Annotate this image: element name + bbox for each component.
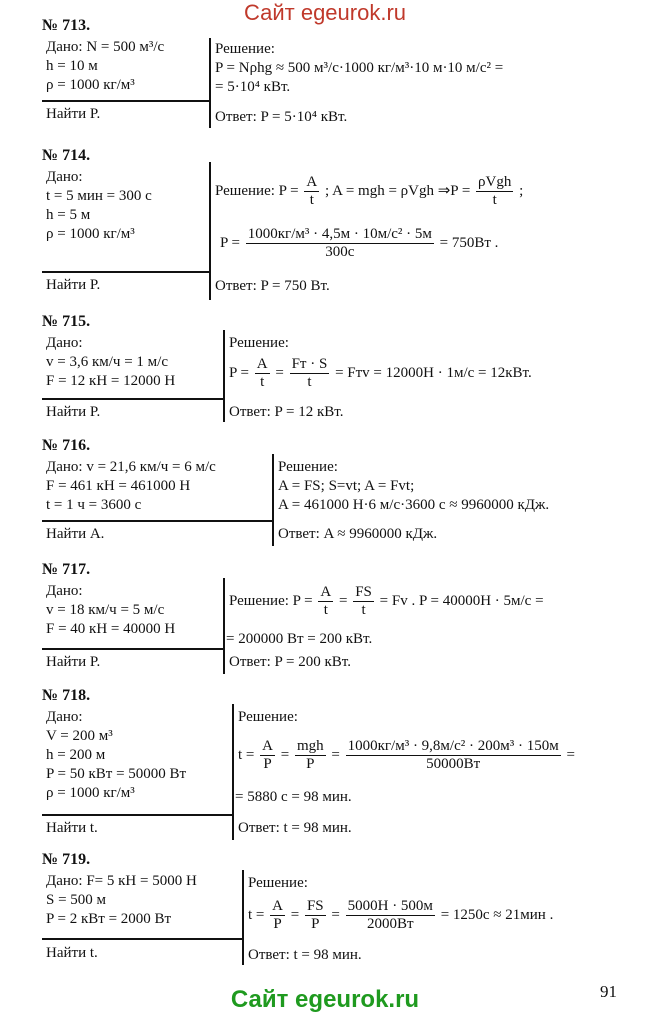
fraction-numerator: ρVgh — [478, 174, 512, 190]
fraction — [290, 356, 330, 391]
solution-formula — [220, 226, 498, 261]
answer: Ответ: P = 750 Вт. — [215, 278, 330, 294]
fraction-denominator: t — [323, 602, 328, 618]
problem-number: № 715. — [42, 313, 91, 330]
fraction-numerator: A — [262, 738, 273, 754]
given-block — [46, 38, 164, 95]
given-line: ρ = 1000 кг/м³ — [46, 226, 135, 242]
watermark-bottom: Сайт egeurok.ru — [230, 986, 420, 1013]
solution-block — [215, 40, 503, 97]
divider-horizontal — [42, 648, 224, 650]
solution-line: = 5880 с = 98 мин. — [235, 789, 352, 805]
formula-text: ; A = mgh = ρVgh ⇒P = — [324, 182, 471, 199]
fraction-denominator: P — [263, 756, 272, 772]
fraction-denominator: P — [306, 756, 315, 772]
problem-716 — [42, 436, 632, 551]
formula-text: = — [290, 906, 300, 923]
answer: Ответ: P = 5·10⁴ кВт. — [215, 109, 348, 125]
fraction-numerator: mgh — [296, 738, 324, 754]
answer: Ответ: P = 12 кВт. — [229, 404, 344, 420]
solution-formula — [229, 356, 532, 391]
given-line: Дано: v = 21,6 км/ч = 6 м/с — [46, 459, 216, 475]
fraction-denominator: t — [361, 602, 366, 618]
solution-formula — [238, 738, 575, 773]
divider-vertical — [223, 578, 225, 674]
fraction — [476, 174, 513, 209]
solution-label: Решение: — [215, 182, 275, 199]
fraction-denominator: P — [273, 916, 282, 932]
find-label: Найти P. — [46, 106, 101, 122]
formula-text: = 1250с ≈ 21мин . — [440, 906, 554, 923]
fraction-numerator: Fт · S — [291, 356, 328, 372]
formula-text: = — [338, 592, 348, 609]
answer: Ответ: t = 98 мин. — [238, 820, 352, 836]
problem-717 — [42, 560, 632, 680]
fraction — [318, 584, 333, 619]
solution-label: Решение: — [238, 709, 298, 725]
given-line: t = 5 мин = 300 с — [46, 188, 152, 204]
formula-text: = — [275, 364, 284, 381]
formula-text: P = — [278, 182, 299, 199]
given-line: v = 3,6 км/ч = 1 м/с — [46, 354, 168, 370]
formula-text: = Fv . P = 40000Н · 5м/с = — [379, 592, 544, 609]
given-line: h = 10 м — [46, 58, 98, 74]
fraction-numerator: A — [306, 174, 318, 190]
fraction-numerator: FS — [355, 584, 372, 600]
divider-vertical — [223, 330, 225, 422]
problem-number: № 716. — [42, 437, 91, 454]
given-line: ρ = 1000 кг/м³ — [46, 77, 135, 93]
formula-text: t = — [248, 906, 265, 923]
given-line: F = 461 кН = 461000 Н — [46, 478, 191, 494]
given-block — [46, 458, 216, 515]
find-label: Найти P. — [46, 277, 101, 293]
find-label: Найти t. — [46, 945, 98, 961]
fraction-denominator: t — [260, 374, 265, 390]
divider-horizontal — [42, 398, 224, 400]
given-line: t = 1 ч = 3600 с — [46, 497, 142, 513]
fraction — [305, 898, 326, 933]
problem-718 — [42, 686, 632, 846]
given-line: h = 5 м — [46, 207, 91, 223]
solution-formula — [215, 174, 523, 209]
problem-719 — [42, 850, 632, 975]
formula-text: = — [566, 746, 575, 763]
solution-line: P = Nρhg ≈ 500 м³/с·1000 кг/м³·10 м·10 м/с² = — [215, 60, 504, 76]
given-line: h = 200 м — [46, 747, 106, 763]
fraction-denominator: 50000Вт — [426, 756, 481, 772]
problem-number: № 713. — [42, 17, 91, 34]
fraction-denominator: t — [307, 374, 312, 390]
solution-line: Решение: — [215, 41, 275, 57]
divider-horizontal — [42, 271, 210, 273]
given-line: F = 40 кН = 40000 Н — [46, 621, 176, 637]
fraction — [346, 738, 561, 773]
problem-715 — [42, 312, 632, 427]
find-label: Найти P. — [46, 654, 101, 670]
formula-text: = — [331, 746, 340, 763]
given-block — [46, 168, 152, 244]
divider-vertical — [232, 704, 234, 840]
problem-number: № 717. — [42, 561, 91, 578]
divider-vertical — [209, 38, 211, 128]
answer: Ответ: A ≈ 9960000 кДж. — [278, 526, 438, 542]
given-block — [46, 708, 186, 803]
fraction-denominator: 2000Вт — [366, 916, 414, 932]
formula-text: = Fтv = 12000Н · 1м/с = 12кВт. — [335, 364, 532, 381]
divider-horizontal — [42, 938, 244, 940]
solution-block — [278, 458, 549, 515]
fraction-numerator: A — [256, 356, 268, 372]
problem-number: № 718. — [42, 687, 91, 704]
solution-formula — [248, 898, 553, 933]
fraction-denominator: t — [492, 192, 497, 208]
divider-vertical — [209, 162, 211, 300]
formula-text: P = — [220, 234, 240, 251]
given-line: v = 18 км/ч = 5 м/с — [46, 602, 165, 618]
given-block — [46, 334, 175, 391]
fraction — [304, 174, 319, 209]
given-line: Дано: N = 500 м³/с — [46, 39, 165, 55]
given-line: Дано: — [46, 583, 83, 599]
given-line: V = 200 м³ — [46, 728, 113, 744]
divider-vertical — [272, 454, 274, 546]
given-line: Дано: — [46, 169, 83, 185]
given-line: Дано: — [46, 335, 83, 351]
solution-line: A = FS; S=vt; A = Fvt; — [278, 478, 415, 494]
solution-line: Решение: — [278, 459, 338, 475]
find-label: Найти t. — [46, 820, 98, 836]
given-line: ρ = 1000 кг/м³ — [46, 785, 135, 801]
solution-formula — [229, 584, 544, 619]
fraction — [270, 898, 285, 933]
find-label: Найти P. — [46, 404, 101, 420]
page-number: 91 — [600, 982, 617, 1001]
formula-text: ; — [519, 182, 524, 199]
fraction — [353, 584, 374, 619]
formula-text: P = — [229, 364, 249, 381]
formula-text: = 750Вт . — [439, 234, 499, 251]
fraction — [246, 226, 434, 261]
fraction-numerator: A — [272, 898, 283, 914]
given-line: S = 500 м — [46, 892, 107, 908]
given-line: F = 12 кН = 12000 Н — [46, 373, 176, 389]
fraction-denominator: t — [309, 192, 314, 208]
solution-line: A = 461000 Н·6 м/с·3600 с ≈ 9960000 кДж. — [278, 497, 550, 513]
given-block — [46, 872, 197, 929]
fraction-denominator: P — [311, 916, 320, 932]
find-label: Найти A. — [46, 526, 105, 542]
fraction-numerator: 1000кг/м³ · 4,5м · 10м/с² · 5м — [247, 226, 432, 242]
given-line: P = 2 кВт = 2000 Вт — [46, 911, 172, 927]
divider-horizontal — [42, 814, 234, 816]
divider-vertical — [242, 870, 244, 965]
given-block — [46, 582, 175, 639]
fraction-numerator: A — [320, 584, 332, 600]
given-line: Дано: F= 5 кН = 5000 Н — [46, 873, 197, 889]
fraction-numerator: 5000Н · 500м — [347, 898, 433, 914]
watermark-top: Сайт egeurok.ru — [243, 0, 407, 25]
solution-line: = 200000 Вт = 200 кВт. — [226, 631, 373, 647]
answer: Ответ: P = 200 кВт. — [229, 654, 351, 670]
fraction-denominator: 300с — [325, 244, 355, 260]
problem-number: № 719. — [42, 851, 91, 868]
formula-text: = — [280, 746, 290, 763]
formula-text: = — [331, 906, 340, 923]
solution-label: Решение: — [248, 875, 308, 891]
fraction — [346, 898, 435, 933]
given-line: P = 50 кВт = 50000 Вт — [46, 766, 187, 782]
solution-label: Решение: — [229, 335, 289, 351]
fraction-numerator: 1000кг/м³ · 9,8м/с² · 200м³ · 150м — [347, 738, 559, 754]
fraction — [255, 356, 270, 391]
fraction-numerator: FS — [306, 898, 324, 914]
divider-horizontal — [42, 100, 210, 102]
formula-text: t = — [238, 746, 255, 763]
divider-horizontal — [42, 520, 274, 522]
fraction — [295, 738, 326, 773]
fraction — [260, 738, 275, 773]
given-line: Дано: — [46, 709, 83, 725]
problem-713 — [42, 16, 632, 136]
formula-text: Решение: P = — [229, 592, 313, 609]
solution-line: = 5·10⁴ кВт. — [215, 79, 291, 95]
problem-714 — [42, 146, 632, 306]
answer: Ответ: t = 98 мин. — [248, 947, 362, 963]
problem-number: № 714. — [42, 147, 91, 164]
